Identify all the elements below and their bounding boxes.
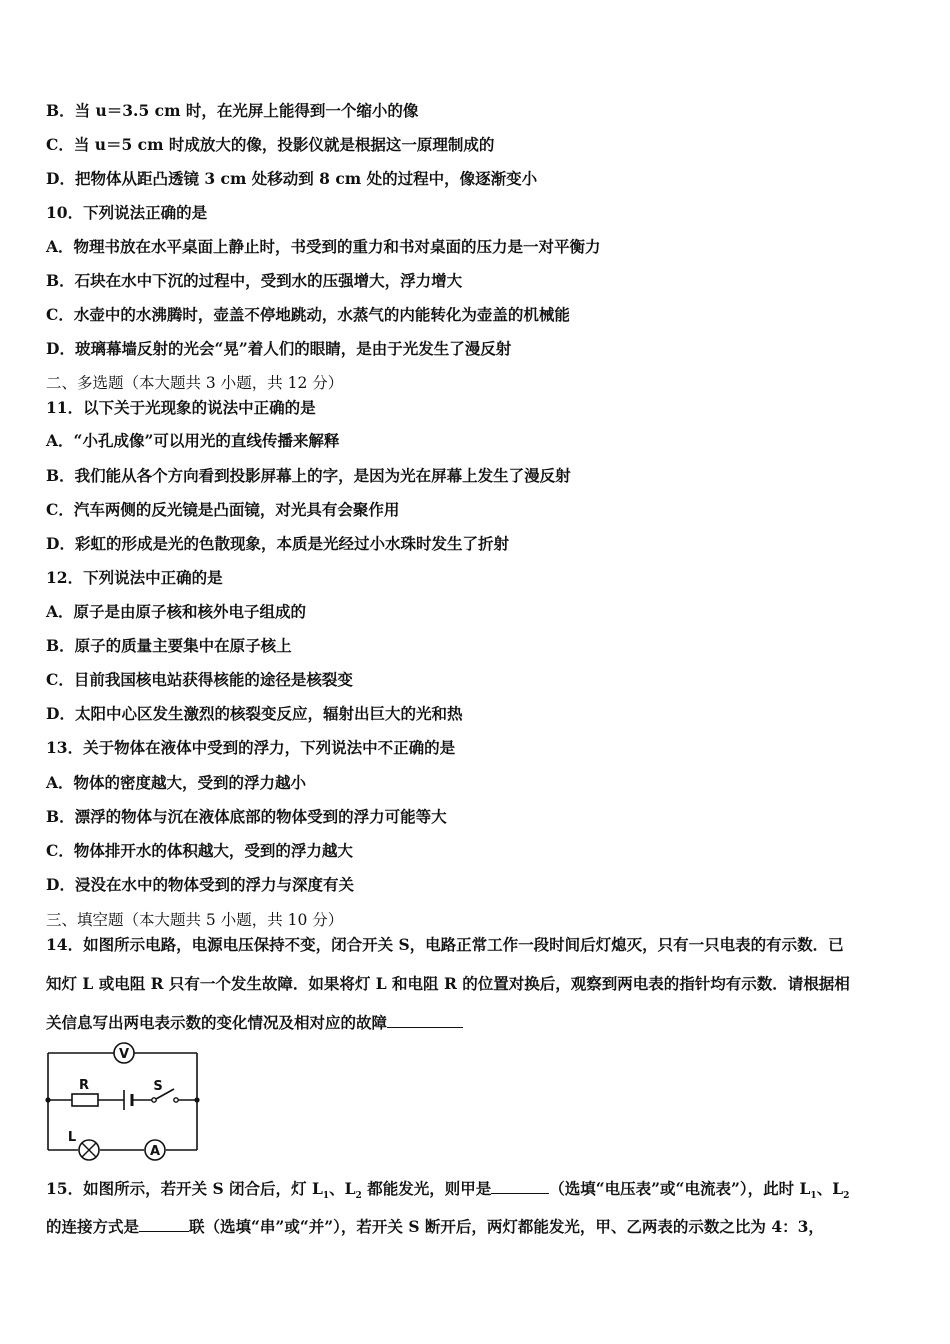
- ammeter-label: A: [149, 1144, 161, 1159]
- resistor-label: R: [78, 1078, 90, 1093]
- q15-text-1b: 、L: [329, 1179, 356, 1198]
- q14-line-1: 14．如图所示电路，电源电压保持不变，闭合开关 S，电路正常工作一段时间后灯熄灭，只有一只电表的有示数．已: [46, 935, 844, 954]
- q15-sub-4: 2: [843, 1191, 850, 1202]
- q9-option-b: B．当 u＝3.5 cm 时，在光屏上能得到一个缩小的像: [46, 101, 419, 120]
- battery-symbol: [124, 1090, 132, 1110]
- q10-option-d: D．玻璃幕墙反射的光会“晃”着人们的眼睛，是由于光发生了漫反射: [46, 339, 512, 358]
- q10-option-b: B．石块在水中下沉的过程中，受到水的压强增大，浮力增大: [46, 271, 463, 290]
- q12-option-b: B．原子的质量主要集中在原子核上: [46, 636, 292, 655]
- q15-text-1c: 都能发光，则甲是: [361, 1179, 492, 1198]
- q15-sub-2: 2: [355, 1191, 362, 1202]
- q15-line-1: [46, 1179, 849, 1206]
- q15-sub-3: 1: [810, 1191, 817, 1202]
- q14-line-3-text: 关信息写出两电表示数的变化情况及相对应的故障: [46, 1013, 388, 1032]
- q11-option-d: D．彩虹的形成是光的色散现象，本质是光经过小水珠时发生了折射: [46, 534, 509, 553]
- q14-line-2: 知灯 L 或电阻 R 只有一个发生故障．如果将灯 L 和电阻 R 的位置对换后，观察到两电表的指针均有示数．请根据相: [46, 974, 850, 993]
- q9-option-c: C．当 u＝5 cm 时成放大的像，投影仪就是根据这一原理制成的: [46, 135, 495, 154]
- q14-answer-blank[interactable]: [387, 1013, 463, 1028]
- q14-circuit-diagram: [40, 1038, 210, 1168]
- q10-option-a: A．物理书放在水平桌面上静止时，书受到的重力和书对桌面的压力是一对平衡力: [46, 237, 601, 256]
- lamp-label: L: [67, 1130, 77, 1145]
- junction-left-dot: [45, 1097, 50, 1102]
- voltmeter-symbol: [114, 1043, 134, 1063]
- q12-stem: 12．下列说法中正确的是: [46, 568, 223, 587]
- q14-line-3: [46, 1013, 463, 1033]
- q13-option-c: C．物体排开水的体积越大，受到的浮力越大: [46, 841, 353, 860]
- q11-stem: 11．以下关于光现象的说法中正确的是: [46, 398, 316, 417]
- lamp-symbol: [68, 1130, 99, 1160]
- q12-option-a: A．原子是由原子核和核外电子组成的: [46, 602, 307, 621]
- q9-option-d: D．把物体从距凸透镜 3 cm 处移动到 8 cm 处的过程中，像逐渐变小: [46, 169, 538, 188]
- switch-label: S: [153, 1079, 163, 1094]
- q15-text-1d: （选填“电压表”或“电流表”），此时 L: [549, 1179, 811, 1198]
- q11-option-b: B．我们能从各个方向看到投影屏幕上的字，是因为光在屏幕上发生了漫反射: [46, 466, 571, 485]
- section-fill-in-heading: 三、填空题（本大题共 5 小题，共 10 分）: [46, 911, 344, 929]
- q15-text-1e: 、L: [816, 1179, 844, 1198]
- q10-stem: 10．下列说法正确的是: [46, 203, 208, 222]
- q15-line-2: [46, 1217, 824, 1237]
- q15-sub-1: 1: [322, 1191, 330, 1202]
- q13-option-a: A．物体的密度越大，受到的浮力越小: [46, 773, 307, 792]
- q15-text-2b: 联（选填“串”或“并”），若开关 S 断开后，两灯都能发光，甲、乙两表的示数之比为 4：3，: [189, 1217, 824, 1236]
- q13-stem: 13．关于物体在液体中受到的浮力，下列说法中不正确的是: [46, 738, 456, 757]
- q15-blank-connection[interactable]: [139, 1217, 189, 1232]
- ammeter-symbol: [145, 1140, 165, 1160]
- q13-option-b: B．漂浮的物体与沉在液体底部的物体受到的浮力可能等大: [46, 807, 447, 826]
- q15-blank-meter-type[interactable]: [491, 1179, 549, 1194]
- q11-option-c: C．汽车两侧的反光镜是凸面镜，对光具有会聚作用: [46, 500, 400, 519]
- q11-option-a: A．“小孔成像”可以用光的直线传播来解释: [46, 431, 340, 450]
- q12-option-c: C．目前我国核电站获得核能的途径是核裂变: [46, 670, 353, 689]
- voltmeter-label: V: [118, 1047, 130, 1062]
- q15-text-2a: 的连接方式是: [46, 1217, 140, 1236]
- q10-option-c: C．水壶中的水沸腾时，壶盖不停地跳动，水蒸气的内能转化为壶盖的机械能: [46, 305, 570, 324]
- q15-text-1a: 15．如图所示，若开关 S 闭合后，灯 L: [46, 1179, 323, 1198]
- resistor-symbol: [72, 1078, 98, 1106]
- q12-option-d: D．太阳中心区发生激烈的核裂变反应，辐射出巨大的光和热: [46, 704, 463, 723]
- junction-right-dot: [194, 1097, 199, 1102]
- q13-option-d: D．浸没在水中的物体受到的浮力与深度有关: [46, 875, 354, 894]
- switch-symbol: [152, 1079, 178, 1102]
- section-multiple-choice-heading: 二、多选题（本大题共 3 小题，共 12 分）: [46, 374, 344, 392]
